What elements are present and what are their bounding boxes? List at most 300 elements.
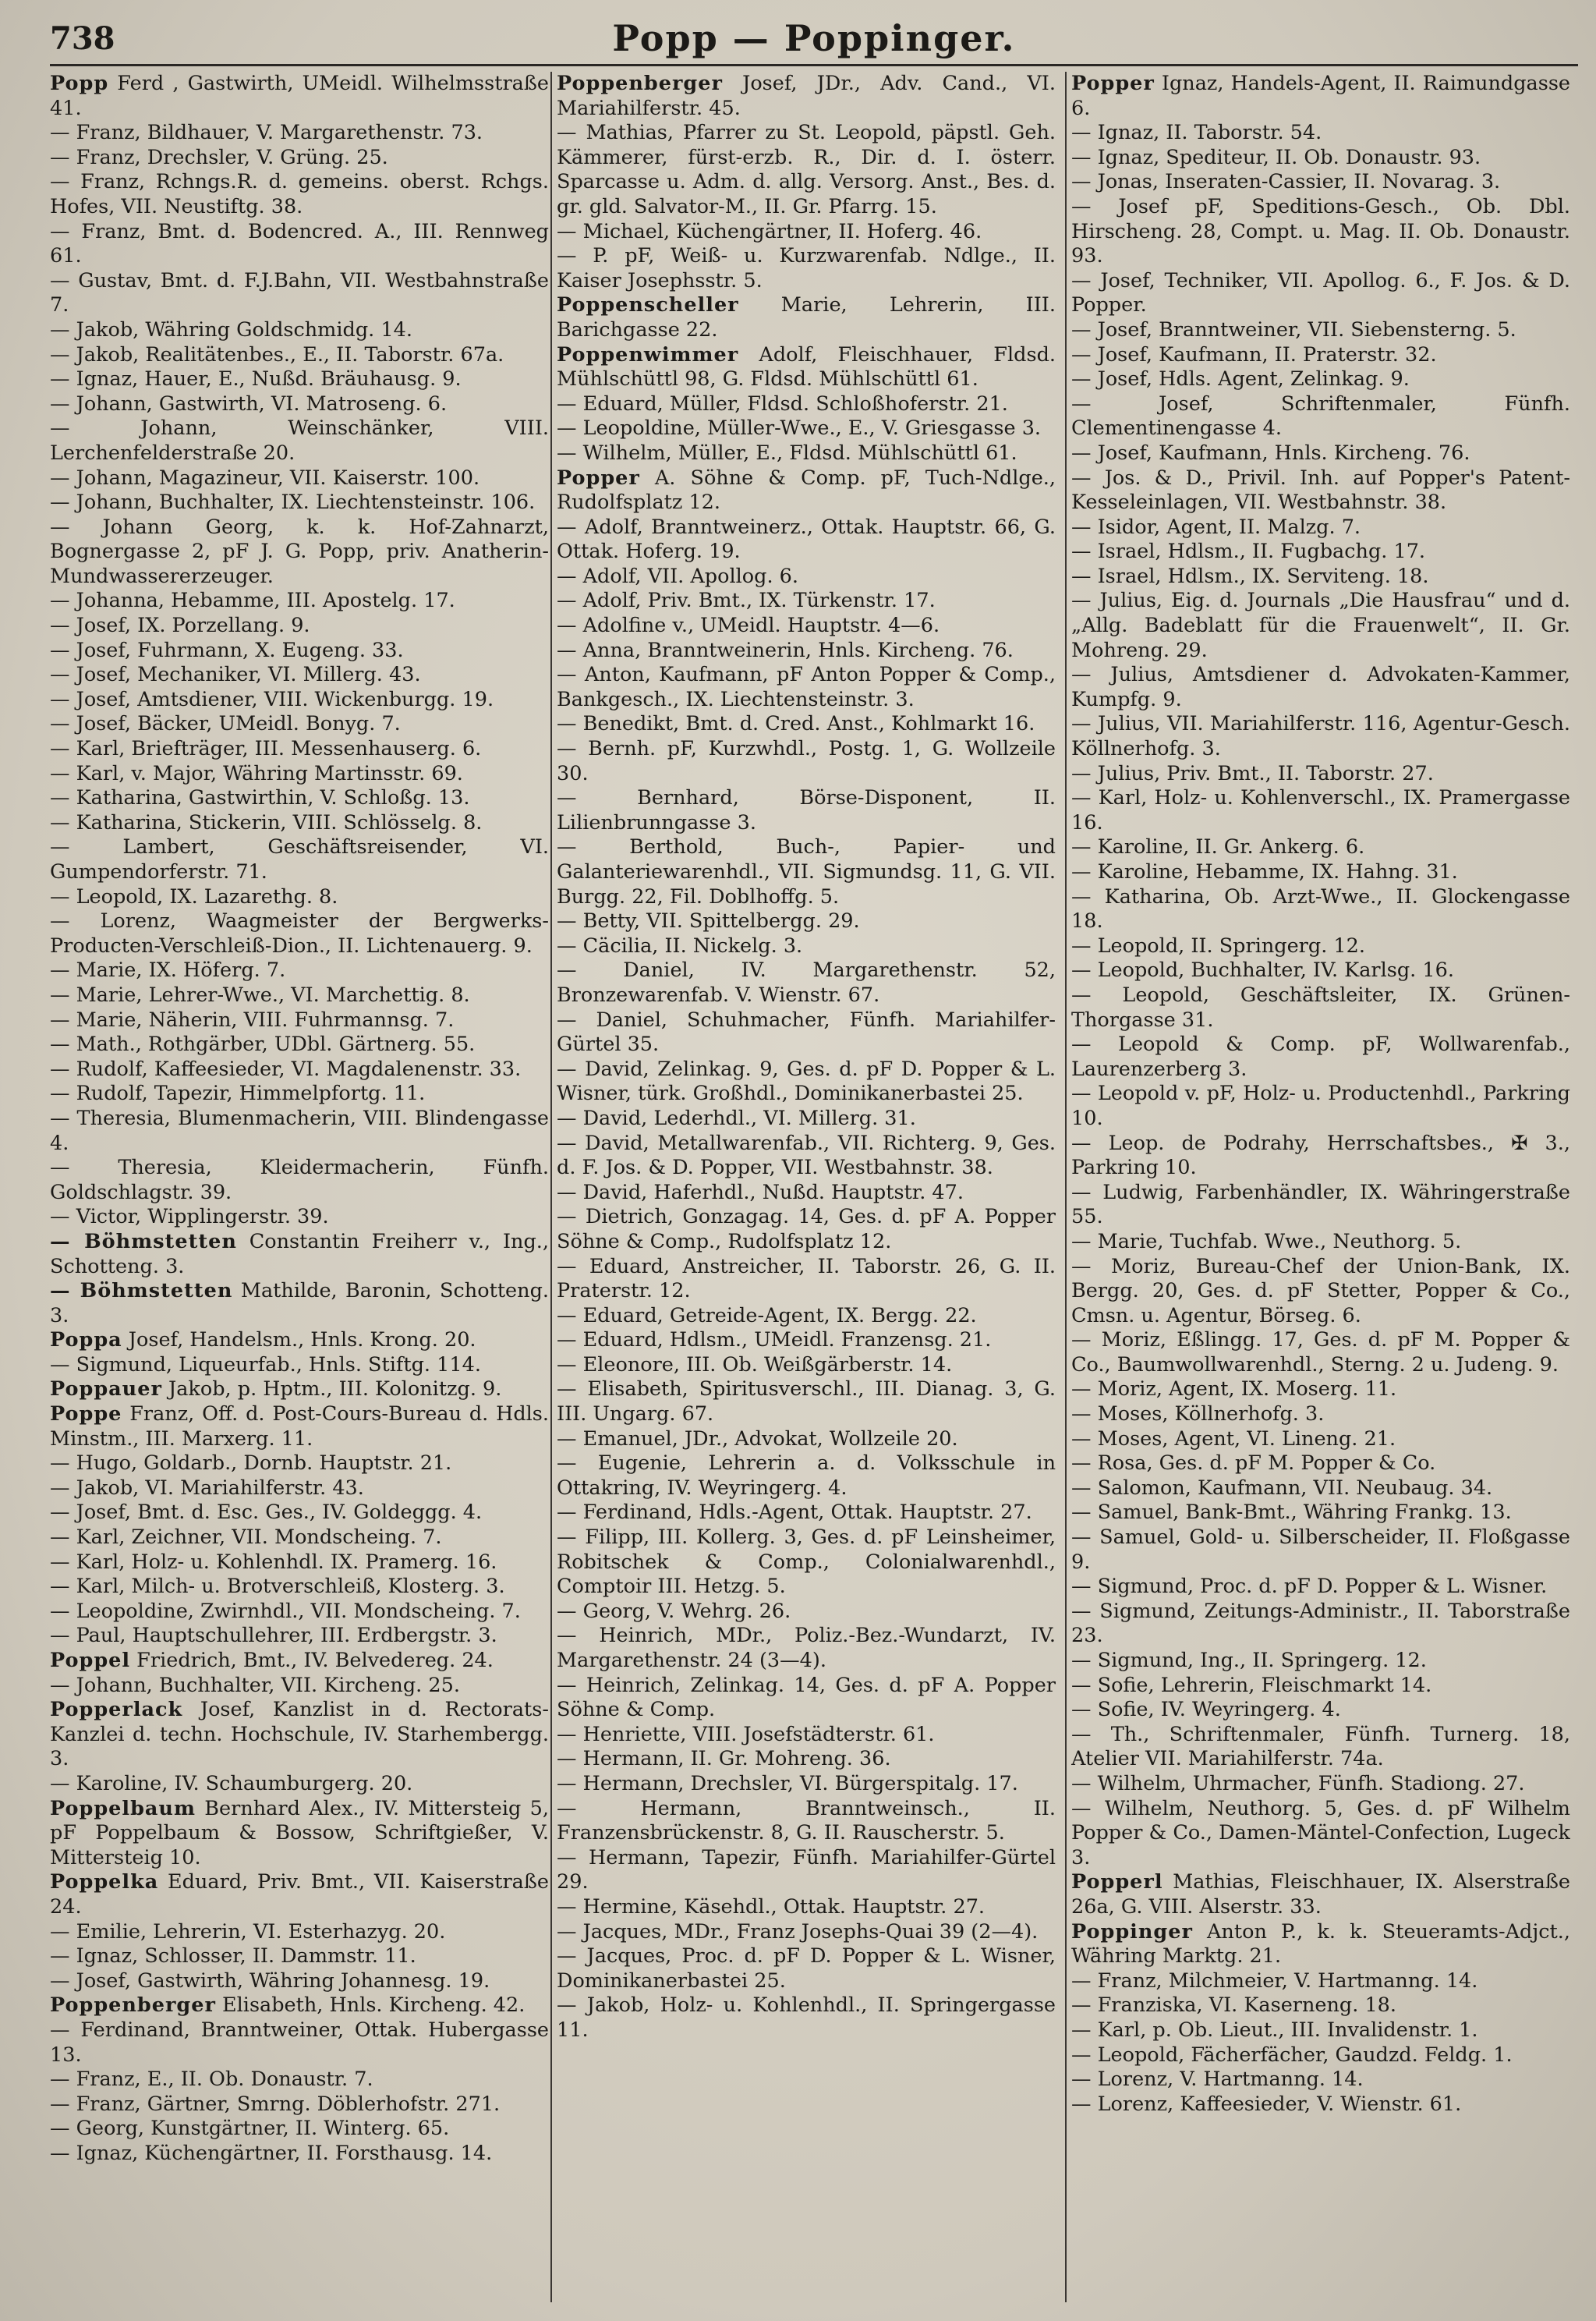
entry-text: — Leopold, II. Springerg. 12. <box>1071 934 1365 958</box>
directory-entry <box>557 1624 1056 1673</box>
entry-text: — Karl, Holz- u. Kohlenverschl., IX. Pramergasse 16. <box>1071 786 1570 834</box>
directory-entry <box>50 1402 549 1451</box>
entry-text: Friedrich, Bmt., IV. Belvedereg. 24. <box>130 1649 494 1672</box>
entry-text: — Wilhelm, Müller, E., Fldsd. Mühlschüttl 61. <box>557 441 1017 465</box>
directory-entry <box>557 786 1056 835</box>
directory-entry <box>1071 1328 1570 1377</box>
directory-entry <box>557 1181 1056 1206</box>
entry-surname: Poppa <box>50 1328 122 1352</box>
entry-text: — Anna, Branntweinerin, Hnls. Kircheng. 76. <box>557 638 1014 662</box>
entry-text: A. Söhne & Comp. pF, Tuch-Ndlge., Rudolfsplatz 12. <box>557 466 1056 515</box>
entry-text: — Leopold, Buchhalter, IV. Karlsg. 16. <box>1071 959 1454 983</box>
entry-text: — Cäcilia, II. Nickelg. 3. <box>557 934 803 958</box>
directory-entry <box>1071 195 1570 269</box>
entry-text: — Lorenz, V. Hartmanng. 14. <box>1071 2068 1364 2092</box>
directory-entry <box>50 1575 549 1600</box>
entry-text: — Eduard, Hdlsm., UMeidl. Franzensg. 21. <box>557 1328 992 1352</box>
entry-text: — Bernh. pF, Kurzwhdl., Postg. 1, G. Wollzeile 30. <box>557 737 1056 785</box>
directory-entry <box>557 1797 1056 1846</box>
entry-text: — Lambert, Geschäftsreisender, VI. Gumpendorferstr. 71. <box>50 835 549 884</box>
directory-entry <box>50 1033 549 1058</box>
directory-entry <box>50 1944 549 1969</box>
entry-text: — Berthold, Buch-, Papier- und Galanteriewarenhdl., VII. Sigmundsg. 11, G. VII. Burgg. 22, Fil. Doblhoffg. 5. <box>557 835 1056 909</box>
entry-text: — Katharina, Stickerin, VIII. Schlösselg. 8. <box>50 810 483 834</box>
entry-text: — Josef, IX. Porzellang. 9. <box>50 614 310 638</box>
directory-entry <box>1071 1525 1570 1575</box>
directory-entry <box>50 1501 549 1525</box>
entry-text: — Josef pF, Speditions-Gesch., Ob. Dbl. Hirscheng. 28, Compt. u. Mag. II. Ob. Donaustr. 93. <box>1071 194 1570 268</box>
directory-entry <box>557 220 1056 245</box>
entry-text: — Karl, Holz- u. Kohlenhdl. IX. Pramerg. 16. <box>50 1550 497 1574</box>
entry-surname: Popperlack <box>50 1698 183 1722</box>
entry-text: — Adolfine v., UMeidl. Hauptstr. 4—6. <box>557 614 940 638</box>
directory-entry <box>1071 1600 1570 1649</box>
directory-entry <box>557 1920 1056 1945</box>
entry-text: — Rudolf, Tapezir, Himmelpfortg. 11. <box>50 1082 426 1106</box>
entry-text: — Leop. de Podrahy, Herrschaftsbes., ✠ 3., Parkring 10. <box>1071 1131 1570 1180</box>
entry-text: — Eugenie, Lehrerin a. d. Volksschule in Ottakring, IV. Weyringerg. 4. <box>557 1451 1056 1500</box>
entry-text: Mathilde, Baronin, Schotteng. 3. <box>50 1279 549 1327</box>
entry-surname: Popper <box>557 466 640 490</box>
entry-text: — Mathias, Pfarrer zu St. Leopold, päpstl. Geh. Kämmerer, fürst-erzb. R., Dir. d. I. österr. Sparcasse u. Adm. d. allg. Versorg. Anst., Bes. d. gr. gld. Salvator-M., II. Gr. Pfarrg. 15. <box>557 121 1056 218</box>
directory-entry <box>557 565 1056 590</box>
directory-entry <box>557 1377 1056 1426</box>
entry-text: — Ignaz, Küchengärtner, II. Forsthausg. 14. <box>50 2141 493 2165</box>
entry-text: — Sigmund, Proc. d. pF D. Popper & L. Wisner. <box>1071 1575 1548 1599</box>
directory-entry <box>1071 1476 1570 1501</box>
entry-text: Jakob, p. Hptm., III. Kolonitzg. 9. <box>161 1377 502 1401</box>
directory-entry <box>50 639 549 664</box>
entry-text: Ferd , Gastwirth, UMeidl. Wilhelmsstraße 41. <box>50 72 549 120</box>
directory-entry <box>1071 885 1570 934</box>
entry-text: — Franz, Drechsler, V. Grüng. 25. <box>50 145 388 169</box>
entry-surname: Popperl <box>1071 1870 1163 1894</box>
entry-text: — Lorenz, Waagmeister der Bergwerks-Producten-Verschleiß-Dion., II. Lichtenauerg. 9. <box>50 909 549 958</box>
entry-text: — Eduard, Getreide-Agent, IX. Bergg. 22. <box>557 1303 977 1327</box>
entry-text: — Wilhelm, Uhrmacher, Fünfh. Stadiong. 27. <box>1071 1771 1525 1795</box>
directory-entry <box>1071 762 1570 787</box>
directory-entry <box>557 416 1056 441</box>
directory-entry <box>557 466 1056 516</box>
directory-entry <box>557 663 1056 712</box>
entry-text: — Julius, VII. Mariahilferstr. 116, Agentur-Gesch. Köllnerhofg. 3. <box>1071 712 1570 761</box>
page-number: 738 <box>50 20 115 57</box>
entry-text: — Julius, Priv. Bmt., II. Taborstr. 27. <box>1071 761 1434 785</box>
directory-entry <box>1071 1230 1570 1255</box>
directory-entry <box>50 2117 549 2142</box>
directory-entry <box>557 1328 1056 1353</box>
entry-text: — Franz, Gärtner, Smrng. Döblerhofstr. 271. <box>50 2092 501 2116</box>
entry-text: — Ignaz, Hauer, E., Nußd. Bräuhausg. 9. <box>50 367 462 392</box>
directory-entry <box>1071 589 1570 663</box>
entry-text: — David, Zelinkag. 9, Ges. d. pF D. Popper & L. Wisner, türk. Großhdl., Dominikanerbastei 25. <box>557 1057 1056 1106</box>
directory-columns <box>50 72 1578 2302</box>
directory-entry <box>50 416 549 466</box>
directory-entry <box>50 1156 549 1205</box>
directory-entry <box>557 835 1056 909</box>
directory-entry <box>1071 1649 1570 1674</box>
directory-entry <box>50 1797 549 1871</box>
directory-entry <box>50 614 549 639</box>
directory-entry <box>557 1895 1056 1920</box>
entry-text: — Moriz, Agent, IX. Moserg. 11. <box>1071 1377 1397 1401</box>
entry-text: — Karl, Briefträger, III. Messenhauserg. 6. <box>50 737 482 761</box>
entry-text: — Marie, Näherin, VIII. Fuhrmannsg. 7. <box>50 1008 455 1032</box>
directory-entry <box>557 614 1056 639</box>
directory-entry <box>50 491 549 516</box>
directory-entry <box>50 762 549 787</box>
directory-entry <box>50 712 549 737</box>
directory-entry <box>1071 1797 1570 1871</box>
entry-text: — Daniel, IV. Margarethenstr. 52, Bronzewarenfab. V. Wienstr. 67. <box>557 959 1056 1007</box>
entry-text: — Lorenz, Kaffeesieder, V. Wienstr. 61. <box>1071 2092 1462 2116</box>
entry-text: — Karoline, II. Gr. Ankerg. 6. <box>1071 835 1365 859</box>
entry-text: — Josef, Bäcker, UMeidl. Bonyg. 7. <box>50 712 401 736</box>
entry-text: — Johann, Buchhalter, IX. Liechtensteinstr. 106. <box>50 491 536 515</box>
entry-text: — Sofie, Lehrerin, Fleischmarkt 14. <box>1071 1673 1432 1697</box>
directory-entry <box>1071 367 1570 392</box>
column-divider <box>550 72 552 2302</box>
directory-entry <box>557 392 1056 417</box>
entry-surname: Popp <box>50 72 109 95</box>
entry-text: — Rosa, Ges. d. pF M. Popper & Co. <box>1071 1451 1436 1476</box>
directory-entry <box>557 1501 1056 1525</box>
directory-entry <box>1071 343 1570 368</box>
directory-entry <box>557 712 1056 737</box>
directory-entry <box>50 811 549 836</box>
entry-text: — Leopold v. pF, Holz- u. Productenhdl., Parkring 10. <box>1071 1082 1570 1130</box>
entry-text: — Johann Georg, k. k. Hof-Zahnarzt, Bognergasse 2, pF J. G. Popp, priv. Anatherin-Mundwassererzeuger. <box>50 515 549 588</box>
entry-text: — Emilie, Lehrerin, VI. Esterhazyg. 20. <box>50 1919 446 1944</box>
directory-entry <box>50 121 549 146</box>
entry-text: — Sigmund, Liqueurfab., Hnls. Stiftg. 114. <box>50 1352 481 1377</box>
entry-text: Mathias, Fleischhauer, IX. Alserstraße 26a, G. VIII. Alserstr. 33. <box>1071 1870 1570 1919</box>
entry-surname: Poppelbaum <box>50 1796 196 1820</box>
header-rule <box>50 64 1578 66</box>
directory-entry <box>50 1870 549 1919</box>
entry-text: — Adolf, Branntweinerz., Ottak. Hauptstr. 66, G. Ottak. Hoferg. 19. <box>557 515 1056 564</box>
entry-text: — Marie, IX. Höferg. 7. <box>50 959 286 983</box>
directory-entry <box>1071 1377 1570 1402</box>
directory-entry <box>557 1132 1056 1181</box>
directory-entry <box>557 1723 1056 1748</box>
directory-entry <box>50 959 549 983</box>
entry-text: — Theresia, Blumenmacherin, VIII. Blindengasse 4. <box>50 1106 549 1155</box>
entry-text: — Israel, Hdlsm., IX. Serviteng. 18. <box>1071 564 1429 588</box>
directory-entry <box>557 1427 1056 1452</box>
entry-text: — Josef, Hdls. Agent, Zelinkag. 9. <box>1071 367 1410 392</box>
entry-text: — Katharina, Gastwirthin, V. Schloßg. 13. <box>50 786 470 810</box>
directory-entry <box>1071 1033 1570 1082</box>
entry-text: — Jacques, Proc. d. pF D. Popper & L. Wisner, Dominikanerbastei 25. <box>557 1944 1056 1993</box>
entry-text: Josef, JDr., Adv. Cand., VI. Mariahilferstr. 45. <box>557 72 1056 120</box>
directory-entry <box>1071 565 1570 590</box>
directory-entry <box>1071 441 1570 466</box>
directory-entry <box>1071 318 1570 343</box>
directory-entry <box>50 1353 549 1378</box>
entry-text: — Moriz, Bureau-Chef der Union-Bank, IX. Bergg. 20, Ges. d. pF Stetter, Popper & Co., Cmsn. u. Agentur, Börseg. 6. <box>1071 1254 1570 1327</box>
directory-entry <box>1071 1723 1570 1772</box>
entry-text: — Samuel, Bank-Bmt., Währing Frankg. 13. <box>1071 1501 1512 1525</box>
entry-text: — Betty, VII. Spittelbergg. 29. <box>557 909 860 934</box>
entry-text: — Henriette, VIII. Josefstädterstr. 61. <box>557 1722 935 1746</box>
entry-text: — David, Metallwarenfab., VII. Richterg. 9, Ges. d. F. Jos. & D. Popper, VII. Westbahnstr. 38. <box>557 1131 1056 1180</box>
entry-surname: Poppauer <box>50 1377 162 1401</box>
directory-entry <box>1071 1451 1570 1476</box>
page-title: Popp — Poppinger. <box>612 17 1016 59</box>
entry-text: — Ignaz, Schlosser, II. Dammstr. 11. <box>50 1944 416 1968</box>
directory-entry <box>1071 1501 1570 1525</box>
entry-surname: Poppinger <box>1071 1919 1193 1944</box>
directory-entry <box>50 269 549 318</box>
directory-entry <box>557 1205 1056 1254</box>
directory-entry <box>50 220 549 269</box>
entry-text: — Moses, Agent, VI. Lineng. 21. <box>1071 1426 1396 1451</box>
entry-text: — Franz, E., II. Ob. Donaustr. 7. <box>50 2068 373 2092</box>
directory-entry <box>50 1230 549 1279</box>
directory-entry <box>50 1772 549 1797</box>
entry-surname: Poppe <box>50 1402 122 1426</box>
directory-entry <box>1071 1255 1570 1329</box>
entry-text: — Josef, Branntweiner, VII. Siebensterng. 5. <box>1071 317 1516 342</box>
entry-text: — Georg, Kunstgärtner, II. Winterg. 65. <box>50 2117 450 2141</box>
entry-text: — Jos. & D., Privil. Inh. auf Popper's Patent-Kesseleinlagen, VII. Westbahnstr. 38. <box>1071 466 1570 515</box>
directory-entry <box>50 1205 549 1230</box>
entry-text: — P. pF, Weiß- u. Kurzwarenfab. Ndlge., II. Kaiser Josephsstr. 5. <box>557 244 1056 292</box>
directory-entry <box>50 1674 549 1699</box>
entry-text: — Leopoldine, Zwirnhdl., VII. Mondscheing. 7. <box>50 1599 521 1623</box>
directory-entry <box>557 72 1056 121</box>
directory-entry <box>50 983 549 1008</box>
entry-text: Josef, Kanzlist in d. Rectorats-Kanzlei d. techn. Hochschule, IV. Starhembergg. 3. <box>50 1698 549 1771</box>
directory-entry <box>50 885 549 910</box>
directory-entry <box>50 663 549 688</box>
entry-text: — Ferdinand, Hdls.-Agent, Ottak. Hauptstr. 27. <box>557 1501 1032 1525</box>
directory-entry <box>1071 712 1570 761</box>
directory-entry <box>1071 1870 1570 1919</box>
directory-entry <box>557 1993 1056 2043</box>
entry-text: Josef, Handelsm., Hnls. Krong. 20. <box>122 1328 476 1352</box>
directory-entry <box>1071 1993 1570 2018</box>
entry-text: — Julius, Amtsdiener d. Advokaten-Kammer, Kumpfg. 9. <box>1071 663 1570 711</box>
entry-text: — Elisabeth, Spiritusverschl., III. Dianag. 3, G. III. Ungarg. 67. <box>557 1377 1056 1426</box>
directory-entry <box>557 1600 1056 1625</box>
directory-entry <box>1071 2068 1570 2092</box>
directory-entry <box>1071 1674 1570 1699</box>
entry-text: — Benedikt, Bmt. d. Cred. Anst., Kohlmarkt 16. <box>557 712 1035 736</box>
entry-text: — Karl, v. Major, Währing Martinsstr. 69. <box>50 761 463 785</box>
directory-entry <box>50 1525 549 1550</box>
entry-text: — Eduard, Müller, Fldsd. Schloßhoferstr. 21. <box>557 392 1008 416</box>
entry-text: — Leopoldine, Müller-Wwe., E., V. Griesgasse 3. <box>557 416 1042 441</box>
entry-surname: Poppenberger <box>557 72 723 95</box>
directory-entry <box>50 2018 549 2068</box>
entry-text: — Heinrich, Zelinkag. 14, Ges. d. pF A. Popper Söhne & Comp. <box>557 1673 1056 1722</box>
directory-entry <box>50 909 549 959</box>
entry-text: — Wilhelm, Neuthorg. 5, Ges. d. pF Wilhelm Popper & Co., Damen-Mäntel-Confection, Lugeck 3. <box>1071 1796 1570 1869</box>
entry-text: — Johanna, Hebamme, III. Apostelg. 17. <box>50 589 455 613</box>
directory-entry <box>557 1451 1056 1501</box>
entry-text: — Johann, Gastwirth, VI. Matroseng. 6. <box>50 392 448 416</box>
directory-entry <box>50 835 549 884</box>
directory-entry <box>557 1058 1056 1107</box>
directory-entry <box>50 2142 549 2167</box>
directory-entry <box>50 2092 549 2117</box>
entry-surname: Poppenscheller <box>557 293 739 317</box>
entry-text: — Eduard, Anstreicher, II. Taborstr. 26, G. II. Praterstr. 12. <box>557 1254 1056 1303</box>
entry-text: — Franz, Rchngs.R. d. gemeins. oberst. Rchgs. Hofes, VII. Neustiftg. 38. <box>50 170 549 218</box>
directory-entry <box>557 293 1056 342</box>
entry-surname: Poppenwimmer <box>557 342 739 367</box>
entry-text: — David, Lederhdl., VI. Millerg. 31. <box>557 1106 916 1130</box>
directory-entry <box>1071 959 1570 983</box>
entry-text: — Hermann, II. Gr. Mohreng. 36. <box>557 1747 891 1771</box>
entry-text: — Ignaz, II. Taborstr. 54. <box>1071 121 1322 145</box>
entry-text: — Jakob, Holz- u. Kohlenhdl., II. Springergasse 11. <box>557 1993 1056 2042</box>
entry-text: — Leopold, Fächerfächer, Gaudzd. Feldg. 1. <box>1071 2043 1513 2067</box>
directory-entry <box>557 1944 1056 1993</box>
entry-text: Ignaz, Handels-Agent, II. Raimundgasse 6. <box>1071 72 1570 120</box>
entry-text: — Daniel, Schuhmacher, Fünfh. Mariahilfer-Gürtel 35. <box>557 1008 1056 1057</box>
entry-text: — Rudolf, Kaffeesieder, VI. Magdalenenstr. 33. <box>50 1057 522 1081</box>
directory-entry <box>50 589 549 614</box>
directory-entry <box>50 1008 549 1033</box>
entry-text: — Julius, Eig. d. Journals „Die Hausfrau“ und d. „Allg. Badeblatt für die Frauenwelt“, II. Gr. Mohreng. 29. <box>1071 589 1570 662</box>
directory-entry <box>50 367 549 392</box>
page-header <box>50 17 1578 61</box>
entry-text: Marie, Lehrerin, III. Barichgasse 22. <box>557 293 1056 342</box>
entry-text: — Adolf, Priv. Bmt., IX. Türkenstr. 17. <box>557 589 936 613</box>
directory-entry <box>50 737 549 762</box>
entry-text: — Emanuel, JDr., Advokat, Wollzeile 20. <box>557 1426 958 1451</box>
directory-entry <box>1071 269 1570 318</box>
entry-text: — Josef, Techniker, VII. Apollog. 6., F. Jos. & D. Popper. <box>1071 268 1570 317</box>
entry-text: — Hermann, Tapezir, Fünfh. Mariahilfer-Gürtel 29. <box>557 1845 1056 1894</box>
directory-entry <box>557 1772 1056 1797</box>
entry-text: — Leopold, IX. Lazarethg. 8. <box>50 884 338 909</box>
directory-entry <box>557 1525 1056 1600</box>
directory-entry <box>1071 1920 1570 1969</box>
directory-entry <box>50 343 549 368</box>
entry-text: — Johann, Weinschänker, VIII. Lerchenfelderstraße 20. <box>50 416 549 465</box>
entry-text: — Eleonore, III. Ob. Weißgärberstr. 14. <box>557 1352 953 1377</box>
directory-entry <box>1071 72 1570 121</box>
entry-text: — Th., Schriftenmaler, Fünfh. Turnerg. 18, Atelier VII. Mariahilferstr. 74a. <box>1071 1722 1570 1771</box>
entry-text: — Samuel, Gold- u. Silberscheider, II. Floßgasse 9. <box>1071 1525 1570 1574</box>
directory-entry <box>557 934 1056 959</box>
entry-text: — Hermine, Käsehdl., Ottak. Hauptstr. 27. <box>557 1894 986 1919</box>
directory-entry <box>1071 121 1570 146</box>
directory-entry <box>50 688 549 713</box>
entry-text: — David, Haferhdl., Nußd. Hauptstr. 47. <box>557 1180 964 1204</box>
directory-entry <box>1071 466 1570 516</box>
entry-text: — Franz, Bildhauer, V. Margarethenstr. 73. <box>50 121 483 145</box>
directory-entry <box>557 639 1056 664</box>
entry-text: — Salomon, Kaufmann, VII. Neubaug. 34. <box>1071 1476 1493 1500</box>
directory-entry <box>557 343 1056 392</box>
entry-text: Franz, Off. d. Post-Cours-Bureau d. Hdls. Minstm., III. Marxerg. 11. <box>50 1402 549 1451</box>
directory-entry <box>50 1698 549 1772</box>
entry-text: — Josef, Schriftenmaler, Fünfh. Clementinengasse 4. <box>1071 392 1570 441</box>
entry-text: — Jonas, Inseraten-Cassier, II. Novarag. 3. <box>1071 170 1501 194</box>
entry-text: — Jacques, MDr., Franz Josephs-Quai 39 (2—4). <box>557 1919 1039 1944</box>
entry-text: — Johann, Buchhalter, VII. Kircheng. 25. <box>50 1673 460 1697</box>
entry-text: — Adolf, VII. Apollog. 6. <box>557 564 798 588</box>
entry-text: — Paul, Hauptschullehrer, III. Erdbergstr. 3. <box>50 1624 497 1648</box>
column-3 <box>1071 72 1570 2302</box>
directory-entry <box>1071 170 1570 195</box>
directory-entry <box>50 1993 549 2018</box>
directory-entry <box>557 1846 1056 1895</box>
directory-entry <box>557 959 1056 1008</box>
directory-entry <box>1071 2092 1570 2117</box>
entry-text: — Michael, Küchengärtner, II. Hoferg. 46. <box>557 219 982 243</box>
directory-entry <box>557 121 1056 219</box>
directory-entry <box>1071 1181 1570 1230</box>
directory-entry <box>50 1969 549 1994</box>
directory-entry <box>1071 2018 1570 2043</box>
entry-text: — Karoline, Hebamme, IX. Hahng. 31. <box>1071 860 1458 884</box>
directory-entry <box>557 516 1056 565</box>
entry-text: Anton P., k. k. Steueramts-Adjct., Währing Marktg. 21. <box>1071 1919 1570 1968</box>
entry-text: — Ludwig, Farbenhändler, IX. Währingerstraße 55. <box>1071 1180 1570 1229</box>
entry-text: — Karl, p. Ob. Lieut., III. Invalidenstr. 1. <box>1071 2018 1478 2042</box>
directory-entry <box>50 1058 549 1083</box>
entry-text: — Josef, Mechaniker, VI. Millerg. 43. <box>50 663 421 687</box>
directory-entry <box>557 244 1056 293</box>
entry-text: — Franziska, VI. Kaserneng. 18. <box>1071 1993 1397 2018</box>
directory-entry <box>50 170 549 219</box>
directory-entry <box>50 1649 549 1674</box>
entry-text: — Marie, Tuchfab. Wwe., Neuthorg. 5. <box>1071 1229 1462 1253</box>
directory-entry <box>50 1476 549 1501</box>
entry-text: — Leopold & Comp. pF, Wollwarenfab., Laurenzerberg 3. <box>1071 1033 1570 1081</box>
entry-surname: Poppelka <box>50 1870 159 1894</box>
entry-text: — Gustav, Bmt. d. F.J.Bahn, VII. Westbahnstraße 7. <box>50 268 549 317</box>
entry-text: — Karl, Milch- u. Brotverschleiß, Klosterg. 3. <box>50 1575 505 1599</box>
entry-text: Adolf, Fleischhauer, Fldsd. Mühlschüttl 98, G. Fldsd. Mühlschüttl 61. <box>557 342 1056 392</box>
entry-text: — Hermann, Drechsler, VI. Bürgerspitalg. 17. <box>557 1771 1018 1795</box>
entry-text: — Josef, Amtsdiener, VIII. Wickenburgg. 19. <box>50 687 494 711</box>
directory-entry <box>50 1624 549 1649</box>
entry-text: — Karl, Zeichner, VII. Mondscheing. 7. <box>50 1525 442 1550</box>
entry-text: — Sofie, IV. Weyringerg. 4. <box>1071 1698 1341 1722</box>
entry-text: — Heinrich, MDr., Poliz.-Bez.-Wundarzt, IV. Margarethenstr. 24 (3—4). <box>557 1624 1056 1672</box>
directory-entry <box>50 786 549 811</box>
directory-entry <box>557 589 1056 614</box>
directory-entry <box>557 1674 1056 1723</box>
entry-text: Elisabeth, Hnls. Kircheng. 42. <box>215 1993 526 2018</box>
directory-entry <box>1071 1402 1570 1427</box>
directory-entry <box>1071 786 1570 835</box>
directory-entry <box>557 441 1056 466</box>
entry-text: — Josef, Bmt. d. Esc. Ges., IV. Goldeggg. 4. <box>50 1501 483 1525</box>
entry-surname: Popper <box>1071 72 1155 95</box>
entry-text: — Sigmund, Zeitungs-Administr., II. Taborstraße 23. <box>1071 1599 1570 1648</box>
directory-entry <box>50 1451 549 1476</box>
directory-entry <box>1071 1772 1570 1797</box>
entry-text: — Sigmund, Ing., II. Springerg. 12. <box>1071 1649 1427 1672</box>
entry-text: — Anton, Kaufmann, pF Anton Popper & Comp., Bankgesch., IX. Liechtensteinstr. 3. <box>557 663 1056 711</box>
directory-entry <box>1071 663 1570 712</box>
entry-text: — Math., Rothgärber, UDbl. Gärtnerg. 55. <box>50 1033 476 1057</box>
entry-text: — Ferdinand, Branntweiner, Ottak. Hubergasse 13. <box>50 2018 549 2067</box>
directory-entry <box>50 2068 549 2092</box>
entry-text: — Theresia, Kleidermacherin, Fünfh. Goldschlagstr. 39. <box>50 1156 549 1204</box>
entry-surname: Poppenberger <box>50 1993 216 2018</box>
directory-entry <box>557 1255 1056 1304</box>
directory-entry <box>50 1920 549 1945</box>
